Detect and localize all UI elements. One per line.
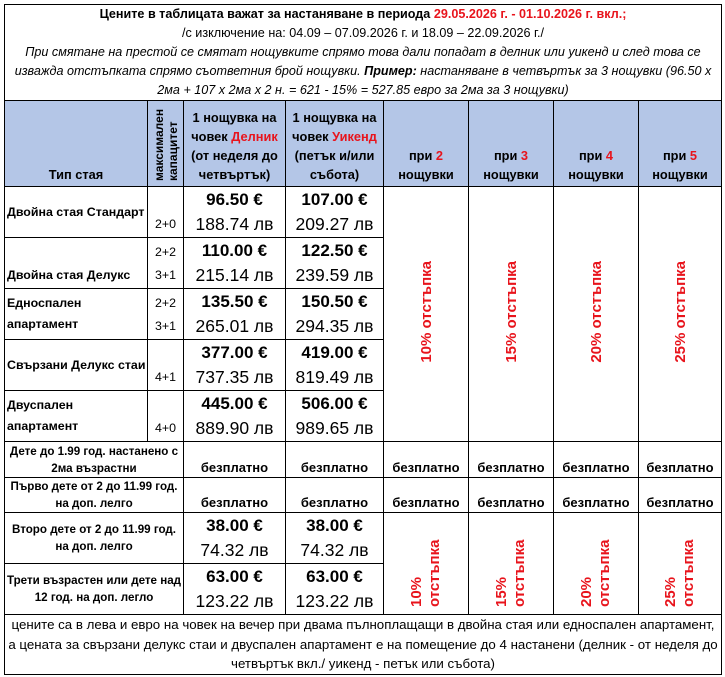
table-row <box>5 478 722 513</box>
weekday-price: 135.50 € 265.01 лв <box>184 289 286 340</box>
table-row <box>5 513 722 564</box>
weekday-price: 377.00 € 737.35 лв <box>184 340 286 391</box>
weekday-price: 96.50 € 188.74 лв <box>184 187 286 238</box>
nights-5-price: безплатно <box>639 442 722 478</box>
example-label: Пример: <box>364 64 417 78</box>
child-category-label: Второ дете от 2 до 11.99 год. на доп. лелго <box>5 513 184 564</box>
header-nights-2: при 2 нощувки <box>384 101 469 187</box>
weekday-price: 445.00 € 889.90 лв <box>184 391 286 442</box>
footer-row <box>5 615 722 675</box>
exclusion-note: /с изключение на: 04.09 – 07.09.2026 г. и 18.09 – 22.09.2026 г./ <box>181 26 545 40</box>
footer-note: цените са в лева и евро на човек на вечер при двама пълноплащащи в двойна стая или едноспален апартамент, а цената за свързани делукс стаи и двуспален апартамент е на помещение до 4 настанени (делник - от неделя до четвъртък вкл./ уикенд - петък или събота) <box>5 615 722 675</box>
header-nights-4: при 4 нощувки <box>554 101 639 187</box>
weekend-price: 150.50 € 294.35 лв <box>286 289 384 340</box>
period-dates: 29.05.2026 г. - 01.10.2026 г. вкл.; <box>433 7 627 21</box>
weekday-price: 110.00 € 215.14 лв <box>184 238 286 289</box>
nights-3-price: безплатно <box>469 478 554 513</box>
discount-3-nights: 15% отстъпка <box>469 187 554 442</box>
intro-cell <box>5 5 722 101</box>
weekend-price: 419.00 € 819.49 лв <box>286 340 384 391</box>
extra-bed-discount-4-nights: 20% отстъпка <box>554 513 639 615</box>
room-capacity: 2+0 <box>148 187 184 238</box>
extra-bed-discount-2-nights: 10% отстъпка <box>384 513 469 615</box>
nights-4-price: безплатно <box>554 442 639 478</box>
example-text: настаняване в четвъртък за 3 нощувки (96.50 х 2ма + 107 х 2ма х 2 н. = 621 - 15% = 527.85 евро за 2ма за 3 нощувки) <box>157 64 712 97</box>
discount-2-nights: 10% отстъпка <box>384 187 469 442</box>
weekend-price: 63.00 € 123.22 лв <box>286 564 384 615</box>
weekend-price: безплатно <box>286 442 384 478</box>
room-name: Едноспален апартамент <box>5 289 148 340</box>
extra-bed-discount-3-nights: 15% отстъпка <box>469 513 554 615</box>
weekday-price: безплатно <box>184 478 286 513</box>
weekend-price: 506.00 € 989.65 лв <box>286 391 384 442</box>
weekend-price: 122.50 € 239.59 лв <box>286 238 384 289</box>
nights-2-price: безплатно <box>384 478 469 513</box>
validity-period: Цените в таблицата важат за настаняване в периода 29.05.2026 г. - 01.10.2026 г. вкл.; <box>99 7 627 21</box>
table-row <box>5 187 722 238</box>
discount-5-nights: 25% отстъпка <box>639 187 722 442</box>
child-category-label: Трети възрастен или дете над 12 год. на доп. легло <box>5 564 184 615</box>
weekday-price: безплатно <box>184 442 286 478</box>
child-category-label: Първо дете от 2 до 11.99 год. на доп. лелго <box>5 478 184 513</box>
extra-bed-discount-5-nights: 25% отстъпка <box>639 513 722 615</box>
header-weekend: 1 нощувка на човек Уикенд (петък и/или събота) <box>286 101 384 187</box>
header-row <box>5 101 722 187</box>
calculation-note: При смятане на престой се смятат нощувките спрямо това дали попадат в делник или уикенд и след това се изважда отстъпката спрямо съответния брой нощувки. Пример: настаняване в четвъртък за 3 нощувки (96.50 х 2ма + 107 х 2ма х 2 н. = 621 - 15% = 527.85 евро за 2ма за 3 нощувки) <box>14 45 712 97</box>
room-name: Двойна стая Стандарт <box>5 187 148 238</box>
room-name: Двойна стая Делукс <box>5 238 148 289</box>
room-name: Двуспален апартамент <box>5 391 148 442</box>
nights-5-price: безплатно <box>639 478 722 513</box>
room-capacity: 2+2 3+1 <box>148 289 184 340</box>
child-category-label: Дете до 1.99 год. настанено с 2ма възрастни <box>5 442 184 478</box>
header-capacity: максимален капацитет <box>148 101 184 187</box>
nights-2-price: безплатно <box>384 442 469 478</box>
weekend-price: 38.00 € 74.32 лв <box>286 513 384 564</box>
room-capacity: 4+0 <box>148 391 184 442</box>
table-row <box>5 442 722 478</box>
weekend-price: безплатно <box>286 478 384 513</box>
header-room-type: Тип стая <box>5 101 148 187</box>
weekday-price: 38.00 € 74.32 лв <box>184 513 286 564</box>
header-weekday: 1 нощувка на човек Делник (от неделя до четвъртък) <box>184 101 286 187</box>
price-table <box>4 4 722 675</box>
header-nights-5: при 5 нощувки <box>639 101 722 187</box>
room-capacity: 4+1 <box>148 340 184 391</box>
nights-3-price: безплатно <box>469 442 554 478</box>
nights-4-price: безплатно <box>554 478 639 513</box>
weekend-price: 107.00 € 209.27 лв <box>286 187 384 238</box>
room-name: Свързани Делукс стаи <box>5 340 148 391</box>
header-nights-3: при 3 нощувки <box>469 101 554 187</box>
weekday-price: 63.00 € 123.22 лв <box>184 564 286 615</box>
discount-4-nights: 20% отстъпка <box>554 187 639 442</box>
intro-row <box>5 5 722 101</box>
room-capacity: 2+2 3+1 <box>148 238 184 289</box>
